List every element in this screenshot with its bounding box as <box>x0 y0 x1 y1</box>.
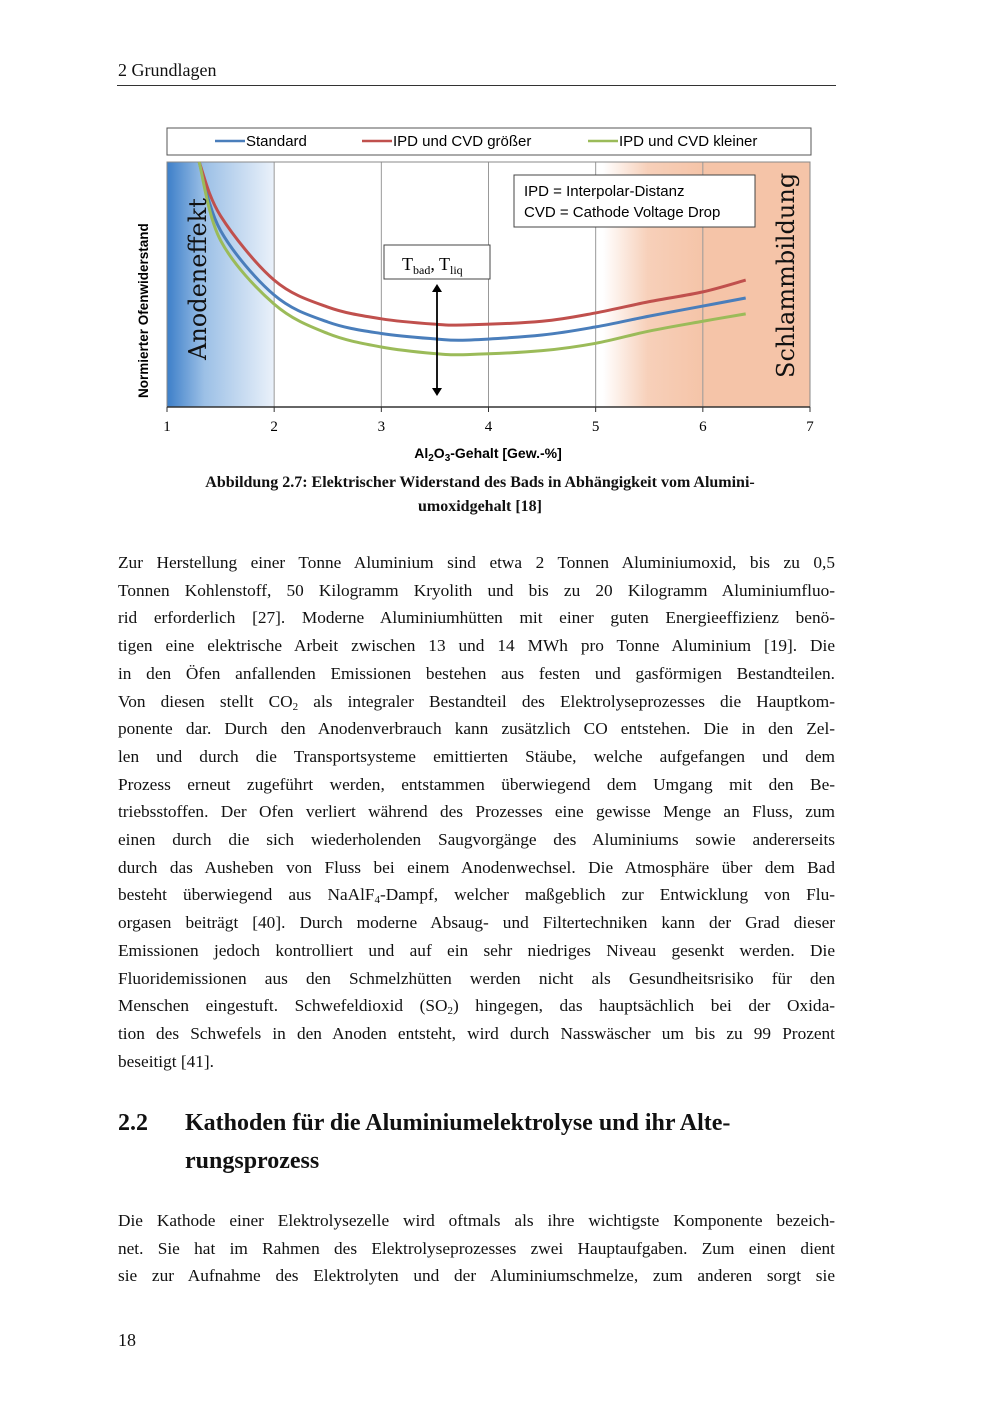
text-line: in den Öfen anfallenden Emissionen bestehen aus festen und gasförmigen Bestandteilen. <box>118 663 835 683</box>
text-line: Zur Herstellung einer Tonne Aluminium sind etwa 2 Tonnen Aluminiumoxid, bis zu 0,5 <box>118 553 835 572</box>
text-line: triebsstoffen. Der Ofen verliert während des Prozesses eine gewisse Menge an Fluss, zum <box>118 802 835 822</box>
section-title-cont: rungsprozess <box>185 1148 320 1174</box>
text-line: tigen eine elektrische Arbeit zwischen 13 und 14 MWh pro Tonne Aluminium [19]. Die <box>118 636 835 656</box>
text-line: tion des Schwefels in den Anoden entsteht, wird durch Nasswäscher um bis zu 99 Prozent <box>118 1023 835 1043</box>
definition-cvd: CVD = Cathode Voltage Drop <box>524 204 721 221</box>
figure-caption <box>130 471 830 519</box>
text-line: sie zur Aufnahme des Elektrolyten und der Aluminiumschmelze, zum anderen sorgt sie <box>118 1266 835 1286</box>
x-tick-label: 7 <box>806 419 814 435</box>
x-tick-label: 5 <box>591 419 600 435</box>
subscript: 2 <box>447 1005 453 1018</box>
sludge-label: Schlammbildung <box>772 172 800 378</box>
text-line: beseitigt [41]. <box>118 1051 214 1071</box>
text-line: Prozess erneut zugeführt werden, entstammen überwiegend dem Umgang mit den Be- <box>118 774 835 794</box>
x-tick-label: 6 <box>699 419 707 435</box>
text-line: Tonnen Kohlenstoff, 50 Kilogramm Kryolith und bis zu 20 Kilogramm Aluminiumfluo- <box>118 580 835 600</box>
anode-effect-label: Anodeneffekt <box>184 198 212 360</box>
legend-label: IPD und CVD kleiner <box>619 133 758 150</box>
text-line: einen durch die sich wiederholenden Saugvorgänge des Aluminiums sowie andererseits <box>118 830 835 850</box>
body-paragraph <box>118 1207 835 1290</box>
legend-label: Standard <box>246 133 307 150</box>
text-line: orgasen beiträgt [40]. Durch moderne Absaug- und Filtertechniken kann der Grad dieser <box>118 913 835 933</box>
x-tick-label: 4 <box>484 419 493 435</box>
x-tick-label: 2 <box>270 419 278 435</box>
text-line: Die Kathode einer Elektrolysezelle wird oftmals als ihre wichtigste Komponente bezeich- <box>118 1211 835 1230</box>
caption-line: Abbildung 2.7: Elektrischer Widerstand des Bads in Abhängigkeit vom Alumini- <box>205 474 755 491</box>
text-line: Menschen eingestuft. Schwefeldioxid $(SO_2)$ hingegen, das hauptsächlich bei der Oxida- <box>118 996 835 1018</box>
text-line: Fluoridemissionen aus den Schmelzhütten werden nicht als Gesundheitsrisiko für den <box>118 968 835 988</box>
temperature-label: $T_{bad}$, $T_{liq}$ <box>402 254 463 277</box>
subscript: 2 <box>292 700 299 713</box>
y-axis-label: Normierter Ofenwiderstand <box>136 223 151 398</box>
running-header: 2 Grundlagen <box>118 60 217 80</box>
text-line: rid erforderlich [27]. Moderne Aluminiumhütten mit einer guten Energieeffizienz benö- <box>118 608 835 628</box>
x-tick-label: 3 <box>377 419 386 435</box>
section-number: 2.2 <box>118 1110 148 1136</box>
text-line: len und durch die Transportsysteme emittierten Stäube, welche aufgefangen und dem <box>118 746 835 766</box>
caption-line: umoxidgehalt [18] <box>418 498 542 515</box>
text-line: Emissionen jedoch kontrolliert und auf ein sehr niedriges Niveau gesenkt werden. Die <box>118 940 835 960</box>
text-line: ponente dar. Durch den Anodenverbrauch kann zusätzlich CO entstehen. Die in den Zel- <box>118 719 835 739</box>
text-line: net. Sie hat im Rahmen des Elektrolyseprozesses zwei Hauptaufgaben. Zum einen dient <box>118 1238 835 1258</box>
legend-label: IPD und CVD größer <box>393 133 532 150</box>
subscript: 4 <box>374 894 381 907</box>
resistance-chart <box>0 0 1000 470</box>
text-line: besteht überwiegend aus NaAlF$_4$-Dampf, welcher maßgeblich zur Entwicklung von Flu- <box>118 885 835 907</box>
x-axis-label: $Al_2O_3$-Gehalt [Gew.-%] <box>414 445 562 464</box>
body-paragraph <box>118 549 835 1075</box>
text-line: durch das Ausheben von Fluss bei einem Anodenwechsel. Die Atmosphäre über dem Bad <box>118 857 835 877</box>
text-line: Von diesen stellt $CO_2$ als integraler Bestandteil des Elektrolyseprozesses die Hauptkom- <box>118 691 835 713</box>
page-number: 18 <box>118 1330 136 1350</box>
x-tick-label: 1 <box>163 419 171 435</box>
definition-ipd: IPD = Interpolar-Distanz <box>524 183 685 200</box>
section-title: Kathoden für die Aluminiumelektrolyse und ihr Alte- <box>185 1110 731 1136</box>
